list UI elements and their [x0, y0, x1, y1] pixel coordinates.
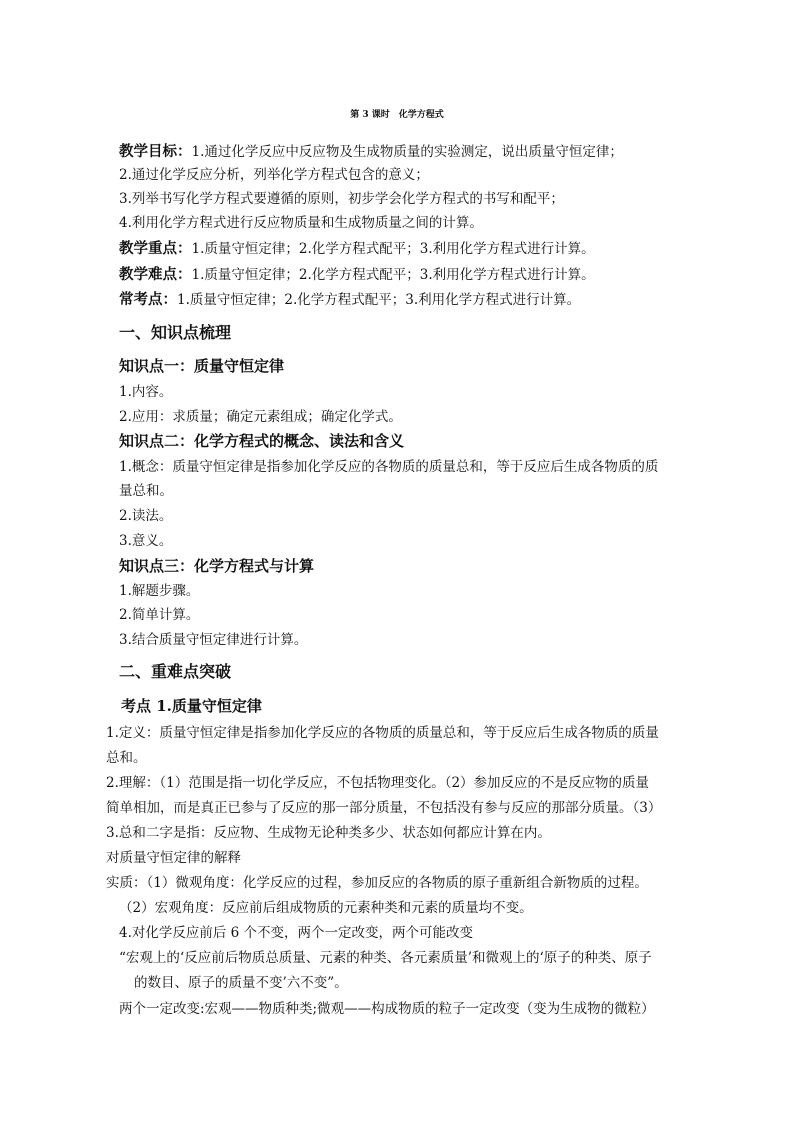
knowledge-2-heading: 知识点二：化学方程式的概念、读法和含义 — [119, 432, 405, 450]
key-points-label: 教学重点： — [119, 240, 192, 257]
section-2-heading: 二、重难点突破 — [119, 662, 232, 681]
key-points-text: 1.质量守恒定律；2.化学方程式配平；3.利用化学方程式进行计算。 — [191, 241, 595, 257]
difficulty-label: 教学难点： — [119, 266, 192, 283]
knowledge-1-line-2: 2.应用：求质量；确定元素组成；确定化学式。 — [119, 409, 402, 425]
point-1-line-4: 对质量守恒定律的解释 — [106, 850, 241, 866]
point-1-line-7: 4.对化学反应前后 6 个不变，两个一定改变，两个可能改变 — [119, 925, 474, 941]
common-points-text: 1.质量守恒定律；2.化学方程式配平；3.利用化学方程式进行计算。 — [177, 292, 581, 308]
knowledge-3-line-2: 2.简单计算。 — [119, 607, 200, 623]
page-title: 第 3 课时 化学方程式 — [350, 110, 444, 120]
point-1-line-1b: 总和。 — [106, 750, 147, 766]
point-1-line-9: 两个一定改变:宏观——物质种类;微观——构成物质的粒子一定改变（变为生成物的微粒） — [119, 1001, 655, 1017]
point-1-line-2a: 2.理解：（1）范围是指一切化学反应，不包括物理变化。（2）参加反应的不是反应物的质量 — [106, 775, 650, 791]
difficulty-text: 1.质量守恒定律；2.化学方程式配平；3.利用化学方程式进行计算。 — [191, 267, 595, 283]
objectives-line-2: 2.通过化学反应分析，列举化学方程式包含的意义； — [119, 167, 429, 183]
objectives-label: 教学目标： — [119, 143, 192, 160]
point-1-line-2b: 简单相加，而是真正已参与了反应的那一部分质量，不包括没有参与反应的那部分质量。（3） — [106, 800, 662, 816]
knowledge-3-line-1: 1.解题步骤。 — [119, 583, 200, 599]
key-points-line — [119, 240, 595, 258]
knowledge-1-heading: 知识点一：质量守恒定律 — [119, 357, 285, 375]
common-points-label: 常考点： — [119, 291, 177, 308]
knowledge-2-line-3: 3.意义。 — [119, 533, 173, 549]
knowledge-2-line-1a: 1.概念：质量守恒定律是指参加化学反应的各物质的质量总和，等于反应后生成各物质的质 — [119, 459, 659, 475]
point-1-line-5: 实质：（1）微观角度：化学反应的过程，参加反应的各物质的原子重新组合新物质的过程。 — [106, 875, 648, 891]
point-1-line-8b: 的数目、原子的质量不变’六不变”。 — [134, 975, 348, 991]
knowledge-3-heading: 知识点三：化学方程式与计算 — [119, 557, 315, 575]
point-1-line-6: （2）宏观角度：反应前后组成物质的元素种类和元素的质量均不变。 — [119, 900, 533, 916]
common-points-line — [119, 291, 580, 309]
knowledge-2-line-1b: 量总和。 — [119, 483, 173, 499]
point-1-line-3: 3.总和二字是指：反应物、生成物无论种类多少、状态如何都应计算在内。 — [106, 825, 551, 841]
section-1-heading: 一、知识点梳理 — [119, 323, 232, 342]
objectives-line-1 — [119, 143, 623, 161]
objectives-line-4: 4.利用化学方程式进行反应物质量和生成物质量之间的计算。 — [119, 215, 483, 231]
objectives-text-1: 1.通过化学反应中反应物及生成物质量的实验测定，说出质量守恒定律； — [191, 144, 623, 160]
knowledge-1-line-1: 1.内容。 — [119, 384, 173, 400]
knowledge-2-line-2: 2.读法。 — [119, 508, 173, 524]
point-1-line-1a: 1.定义：质量守恒定律是指参加化学反应的各物质的质量总和，等于反应后生成各物质的质量 — [106, 725, 659, 741]
knowledge-3-line-3: 3.结合质量守恒定律进行计算。 — [119, 632, 308, 648]
point-1-line-8a: “宏观上的‘反应前后物质总质量、元素的种类、各元素质量’和微观上的‘原子的种类、原子 — [119, 950, 652, 966]
objectives-line-3: 3.列举书写化学方程式要遵循的原则，初步学会化学方程式的书写和配平； — [119, 191, 564, 207]
point-1-heading: 考点 1.质量守恒定律 — [121, 697, 262, 715]
difficulty-line — [119, 266, 595, 284]
